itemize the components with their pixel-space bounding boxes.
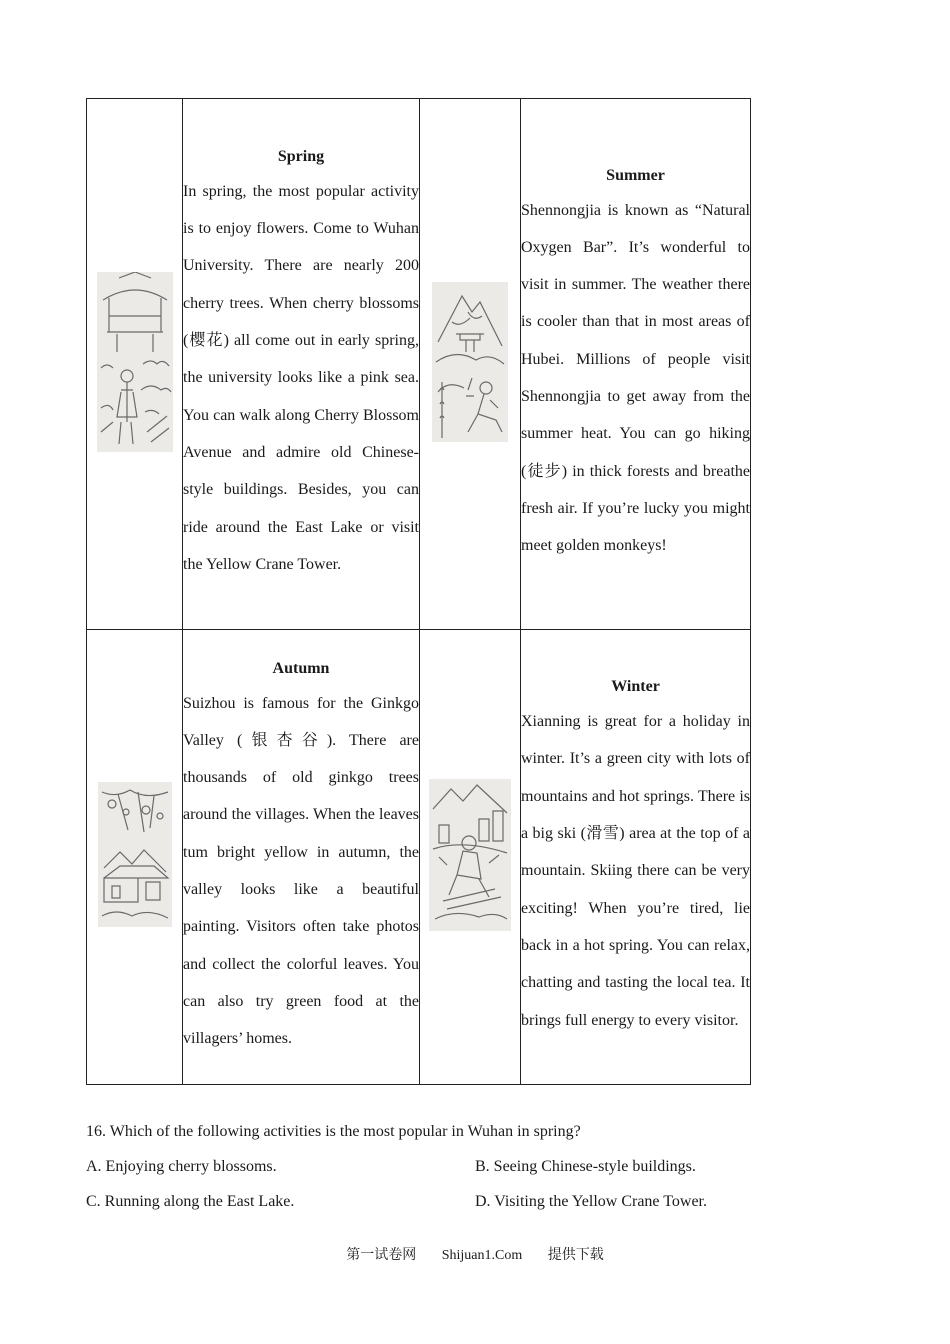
spring-paragraph: In spring, the most popular activity is to enjoy flowers. Come to Wuhan University. There are nearly 200 cherry trees. When cherry blossoms (樱花) all come out in early spring, the university looks like a pink sea. You can walk along Cherry Blossom Avenue and admire old Chinese-style buildings. Besides, you can ride around the East Lake or visit the Yellow Crane Tower. [183, 182, 419, 573]
winter-heading: Winter [611, 678, 660, 696]
spring-heading: Spring [277, 147, 325, 165]
footer-download-note: 提供下载 [547, 1248, 604, 1263]
winter-text-cell [521, 630, 751, 1085]
table-row [87, 630, 751, 1085]
option-d: D. Visiting the Yellow Crane Tower. [475, 1193, 707, 1210]
footer-site-domain: Shijuan1.Com [441, 1248, 523, 1263]
spring-picture-cell [87, 99, 183, 630]
option-b: B. Seeing Chinese-style buildings. [475, 1158, 696, 1175]
question-16-stem: 16. Which of the following activities is the most popular in Wuhan in spring? [86, 1123, 581, 1140]
autumn-heading: Autumn [272, 659, 330, 677]
summer-sketch-image [432, 282, 508, 442]
summer-heading: Summer [606, 166, 665, 184]
autumn-sketch-image [98, 782, 172, 927]
spring-text-cell [183, 99, 420, 630]
autumn-picture-cell [87, 630, 183, 1085]
seasons-table [86, 98, 751, 1085]
option-c: C. Running along the East Lake. [86, 1193, 295, 1210]
table-row [87, 99, 751, 630]
spring-sketch-image [97, 272, 173, 452]
winter-sketch-image [429, 779, 511, 931]
autumn-paragraph: Suizhou is famous for the Ginkgo Valley (银杏谷). There are thousands of old ginkgo trees around the villages. When the leaves tum bright yellow in autumn, the valley looks like a beautiful painting. Visitors often take photos and collect the colorful leaves. You can also try green food at the villagers’ homes. [183, 694, 419, 1048]
winter-picture-cell [420, 630, 521, 1085]
autumn-text-cell [183, 630, 420, 1085]
summer-text-cell [521, 99, 751, 630]
summer-picture-cell [420, 99, 521, 630]
footer-site-name: 第一试卷网 [346, 1248, 417, 1263]
page-footer [0, 1247, 950, 1265]
winter-paragraph: Xianning is great for a holiday in winter. It’s a green city with lots of mountains and hot springs. There is a big ski (滑雪) area at the top of a mountain. Skiing there can be very exciting! When you’re tired, lie back in a hot spring. You can relax, chatting and tasting the local tea. It brings full energy to every visitor. [521, 713, 750, 1029]
option-a: A. Enjoying cherry blossoms. [86, 1158, 277, 1175]
summer-paragraph: Shennongjia is known as “Natural Oxygen Bar”. It’s wonderful to visit in summer. The weather there is cooler than that in most areas of Hubei. Millions of people visit Shennongjia to get away from the summer heat. You can go hiking (徒步) in thick forests and breathe fresh air. If you’re lucky you might meet golden monkeys! [521, 201, 750, 555]
